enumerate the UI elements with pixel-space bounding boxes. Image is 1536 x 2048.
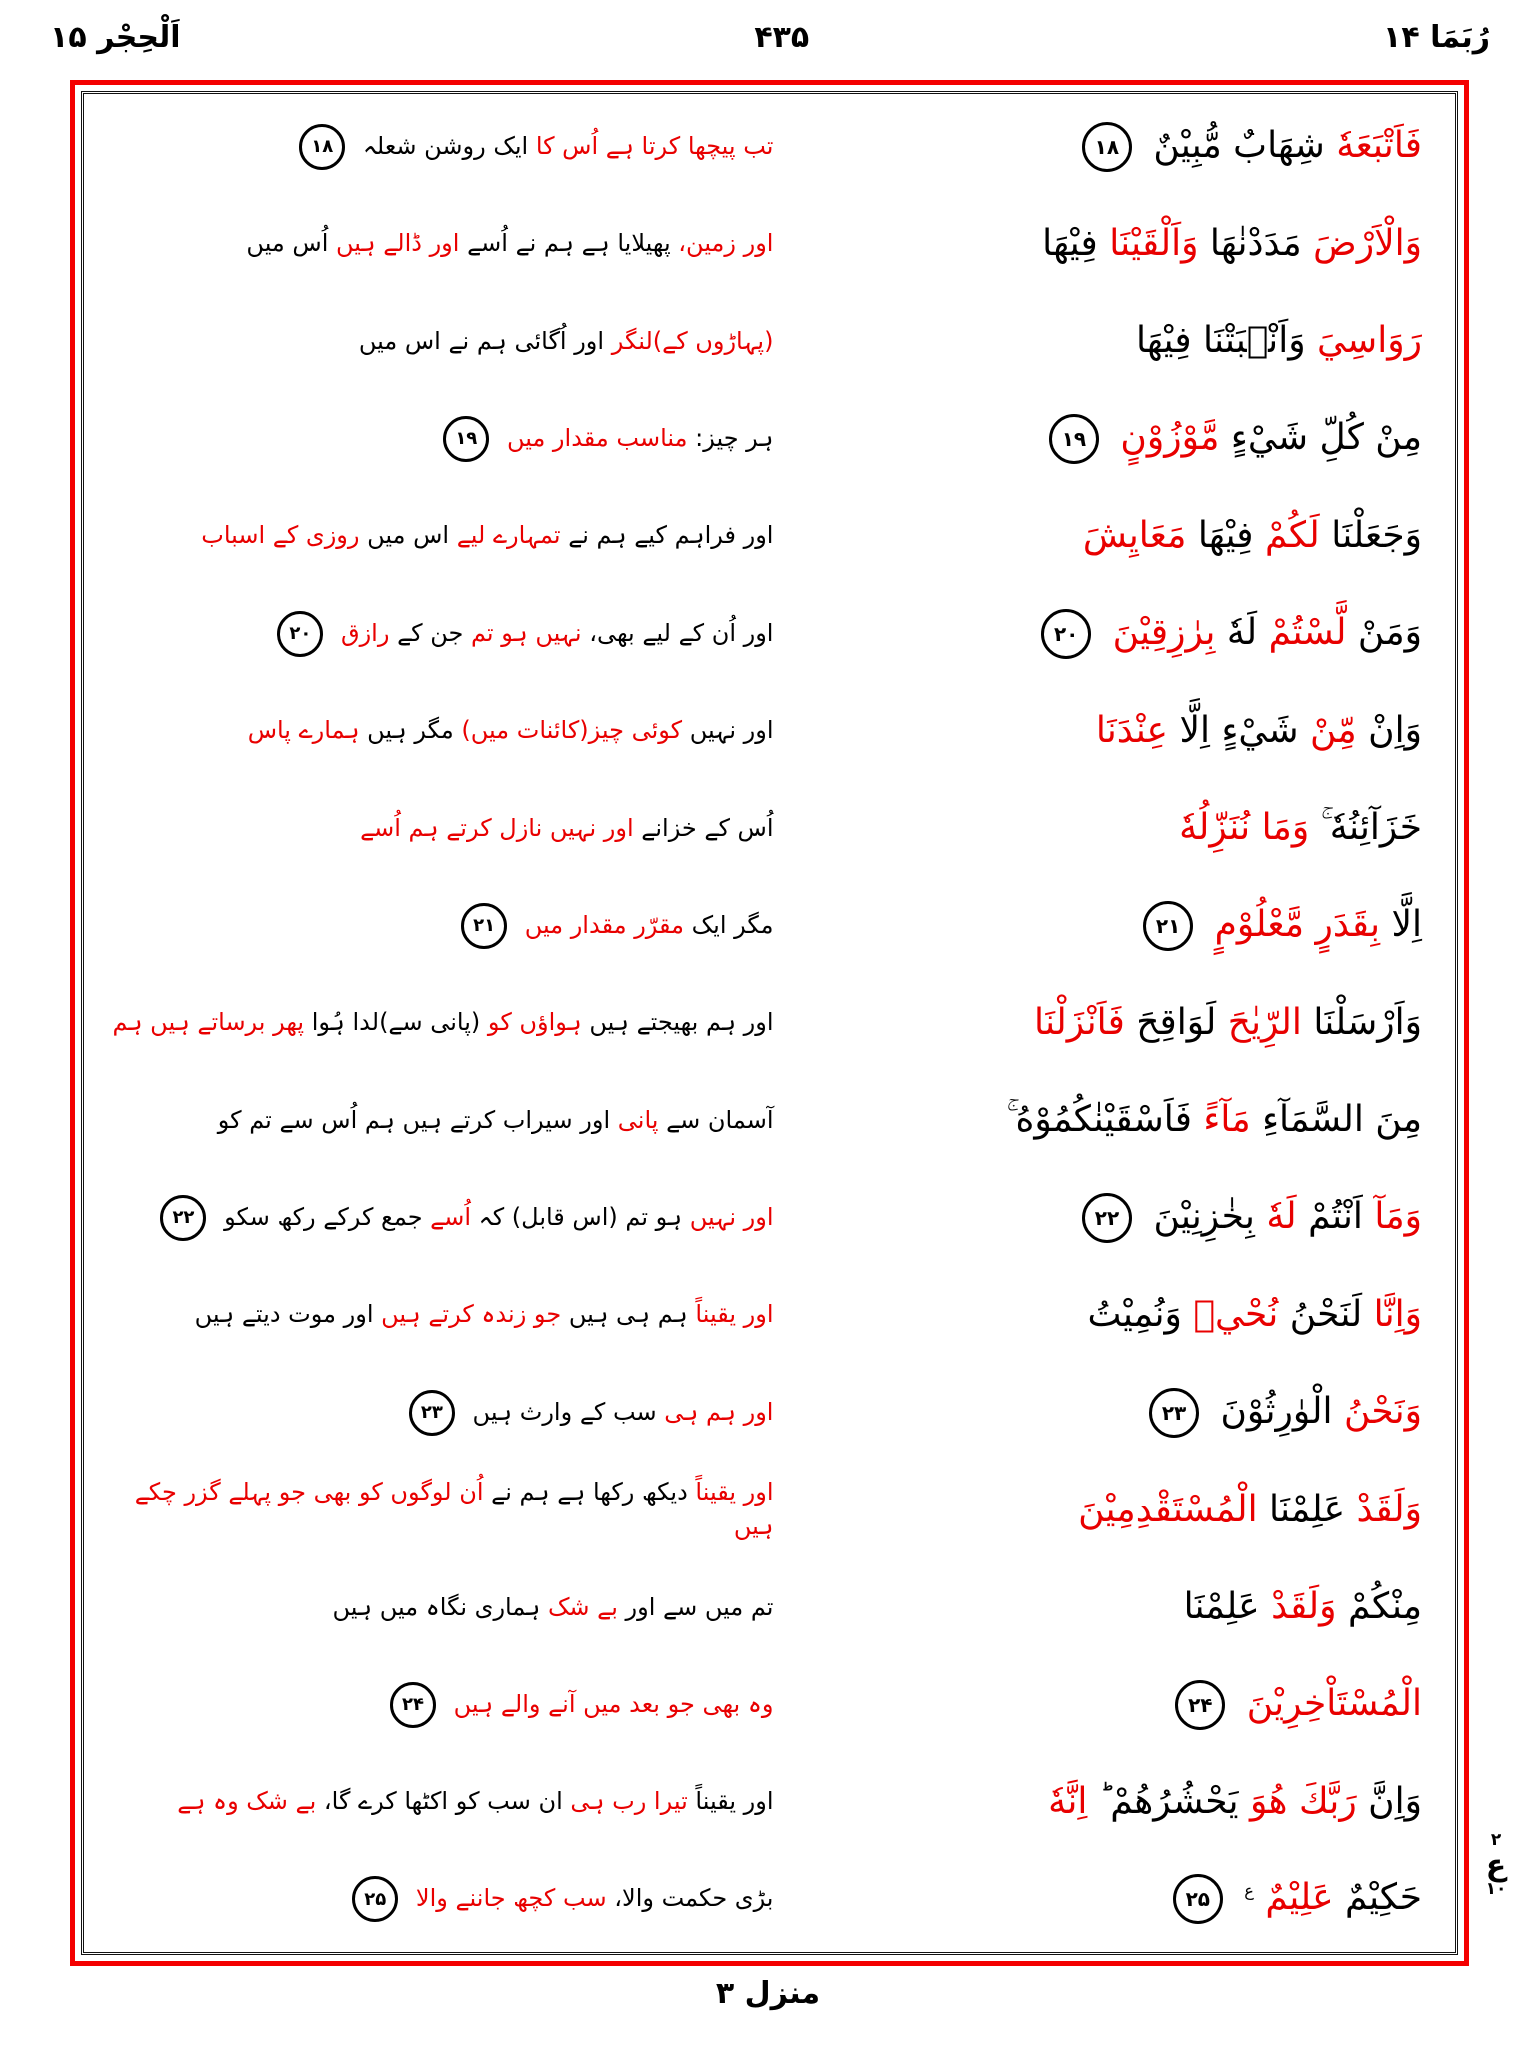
- urdu-translation-line: [86, 1591, 827, 1625]
- urdu-translation-line: [86, 903, 827, 949]
- urdu-text-segment: ہماری نگاہ میں ہیں: [332, 1592, 541, 1621]
- urdu-text-segment: اور ہم بھیجتے ہیں: [589, 1008, 774, 1037]
- verse-number-badge: ۲۳: [1149, 1388, 1199, 1438]
- urdu-translation-line: [86, 227, 827, 261]
- urdu-text-segment: اور یقیناً: [695, 1300, 774, 1329]
- urdu-text-segment: اور یقیناً: [695, 1787, 774, 1816]
- verse-row: [86, 1169, 1444, 1266]
- urdu-text-segment: بے شک: [547, 1592, 618, 1621]
- arabic-verse-line: [827, 1388, 1444, 1438]
- verse-row: [86, 1364, 1444, 1461]
- arabic-verse-line: [827, 1000, 1444, 1047]
- urdu-text-segment: مگر ہیں: [367, 716, 454, 745]
- arabic-text-segment: ع: [1244, 1881, 1254, 1901]
- manzil-label: منزل ۳: [715, 1976, 821, 2011]
- arabic-text-segment: بِخٰزِنِيْنَ: [1153, 1195, 1255, 1237]
- urdu-translation-line: [86, 714, 827, 748]
- arabic-text-segment: وَمَآ: [1374, 1195, 1422, 1237]
- urdu-translation-line: [86, 1298, 827, 1332]
- verse-row: [86, 488, 1444, 585]
- verse-row: [86, 1656, 1444, 1753]
- arabic-text-segment: وَلَقَدْ: [1356, 1488, 1422, 1530]
- arabic-text-segment: فِيْهَا: [1197, 514, 1254, 556]
- urdu-text-segment: دیکھ رکھا ہے ہم نے: [491, 1478, 688, 1507]
- verse-number-badge: ۲۴: [1175, 1680, 1225, 1730]
- arabic-text-segment: وَاَرْسَلْنَا: [1313, 1001, 1422, 1043]
- verse-number-badge: ۲۲: [160, 1195, 206, 1241]
- verse-number-badge: ۲۵: [352, 1876, 398, 1922]
- urdu-text-segment: اُسے: [430, 1202, 472, 1231]
- verse-row: [86, 1559, 1444, 1656]
- urdu-text-segment: تمہارے لیے: [456, 521, 561, 550]
- surah-name: اَلْحِجْر ۱۵: [50, 20, 181, 55]
- urdu-text-segment: اور ڈالے ہیں: [336, 229, 460, 258]
- verse-row: [86, 1851, 1444, 1948]
- juz-name: رُبَمَا ۱۴: [1383, 20, 1490, 55]
- urdu-text-segment: نہیں ہو تم: [470, 618, 582, 647]
- arabic-verse-line: [827, 1680, 1444, 1730]
- urdu-text-segment: اور اُن کے لیے بھی،: [589, 618, 774, 647]
- arabic-text-segment: لَّسْتُمْ: [1268, 611, 1347, 653]
- arabic-verse-line: [827, 122, 1444, 172]
- urdu-translation-line: [86, 1390, 827, 1436]
- verse-number-badge: ۲۱: [1143, 901, 1193, 951]
- arabic-verse-line: [827, 1779, 1444, 1826]
- arabic-verse-line: [827, 1487, 1444, 1534]
- arabic-text-segment: حَكِيْمٌ: [1345, 1877, 1422, 1919]
- urdu-text-segment: پھر برساتے ہیں ہم: [112, 1008, 305, 1037]
- urdu-text-segment: پانی: [617, 1105, 659, 1134]
- verse-row: [86, 1267, 1444, 1364]
- urdu-translation-line: [86, 1006, 827, 1040]
- verse-row: [86, 1072, 1444, 1169]
- urdu-text-segment: اور اُگائی ہم نے اس میں: [358, 326, 605, 355]
- urdu-text-segment: اور یقیناً: [695, 1478, 774, 1507]
- arabic-text-segment: بِقَدَرٍ مَّعْلُوْمٍ: [1214, 903, 1380, 945]
- arabic-text-segment: خَزَآئِنُهٗ ۚ: [1320, 806, 1422, 848]
- urdu-text-segment: مقرّر مقدار میں: [524, 910, 685, 939]
- arabic-text-segment: مَّوْزُوْنٍ: [1120, 416, 1220, 458]
- urdu-text-segment: رازق: [340, 618, 390, 647]
- urdu-text-segment: اور فراہم کیے ہم نے: [568, 521, 774, 550]
- verse-number-badge: ۱۸: [299, 124, 345, 170]
- urdu-text-segment: اور زمین،: [678, 229, 774, 258]
- verse-number-badge: ۲۴: [390, 1682, 436, 1728]
- urdu-translation-line: [86, 611, 827, 657]
- verse-number-badge: ۱۸: [1082, 122, 1132, 172]
- arabic-text-segment: رَوَاسِيَ: [1317, 320, 1422, 362]
- arabic-text-segment: مَدَدْنٰهَا: [1209, 222, 1302, 264]
- arabic-verse-line: [827, 221, 1444, 268]
- arabic-text-segment: نُحْيٖ: [1193, 1293, 1279, 1335]
- arabic-text-segment: الْمُسْتَقْدِمِيْنَ: [1078, 1488, 1258, 1530]
- verse-number-badge: ۱۹: [1049, 414, 1099, 464]
- urdu-text-segment: تم میں سے اور: [625, 1592, 774, 1621]
- arabic-verse-line: [827, 609, 1444, 659]
- ruku-ain-icon: ع: [1485, 1847, 1507, 1883]
- arabic-text-segment: وَاِنَّا: [1373, 1293, 1422, 1335]
- urdu-text-segment: اُس میں: [246, 229, 329, 258]
- arabic-text-segment: عَلِمْنَا: [1183, 1585, 1260, 1627]
- arabic-text-segment: وَمَا نُنَزِّلُهٗ: [1179, 806, 1310, 848]
- arabic-verse-line: [827, 1193, 1444, 1243]
- arabic-verse-line: [827, 1097, 1444, 1144]
- urdu-text-segment: اُن لوگوں کو بھی جو پہلے گزر چکے ہیں: [134, 1478, 774, 1540]
- urdu-translation-line: [86, 416, 827, 462]
- arabic-text-segment: رَبَّكَ هُوَ: [1249, 1780, 1357, 1822]
- urdu-text-segment: آسمان سے: [666, 1105, 774, 1134]
- urdu-text-segment: بڑی حکمت والا،: [614, 1884, 774, 1913]
- urdu-text-segment: ہو تم (اس قابل) کہ: [478, 1202, 683, 1231]
- arabic-text-segment: يَحْشُرُهُمْ ؕ: [1098, 1780, 1239, 1822]
- verse-number-badge: ۲۱: [461, 903, 507, 949]
- urdu-translation-line: [86, 1195, 827, 1241]
- arabic-text-segment: وَنَحْنُ: [1343, 1390, 1422, 1432]
- verse-number-badge: ۲۰: [277, 611, 323, 657]
- verse-row: [86, 390, 1444, 487]
- urdu-text-segment: اس میں: [367, 521, 450, 550]
- arabic-text-segment: وَاَلْقَيْنَا: [1109, 222, 1199, 264]
- arabic-text-segment: فَاَنْزَلْنَا: [1033, 1001, 1125, 1043]
- urdu-text-segment: اور نہیں: [689, 1202, 774, 1231]
- verse-number-badge: ۲۰: [1041, 609, 1091, 659]
- urdu-text-segment: ایک روشن شعلہ: [362, 131, 529, 160]
- urdu-translation-line: [86, 1104, 827, 1138]
- arabic-verse-line: [827, 414, 1444, 464]
- arabic-verse-line: [827, 513, 1444, 560]
- urdu-translation-line: [86, 124, 827, 170]
- arabic-text-segment: الرِّيٰحَ: [1227, 1001, 1302, 1043]
- arabic-verse-line: [827, 1292, 1444, 1339]
- urdu-text-segment: تیرا رب ہی: [570, 1787, 688, 1816]
- urdu-translation-line: [86, 1476, 827, 1543]
- arabic-text-segment: عِنْدَنَا: [1095, 709, 1169, 751]
- verse-rows: [86, 98, 1444, 1948]
- arabic-text-segment: مَآءً: [1203, 1099, 1251, 1141]
- urdu-text-segment: بے شک وہ ہے: [177, 1787, 317, 1816]
- arabic-verse-line: [827, 1584, 1444, 1631]
- arabic-text-segment: لَهٗ: [1266, 1195, 1297, 1237]
- arabic-text-segment: اِلَّا: [1391, 903, 1422, 945]
- verse-row: [86, 877, 1444, 974]
- urdu-translation-line: [86, 519, 827, 553]
- arabic-text-segment: وَمَنْ: [1357, 611, 1422, 653]
- arabic-text-segment: مَعَايِشَ: [1082, 514, 1187, 556]
- arabic-text-segment: وَنُمِيْتُ: [1087, 1293, 1182, 1335]
- arabic-text-segment: وَالْاَرْضَ: [1313, 222, 1422, 264]
- urdu-text-segment: اور نہیں: [689, 716, 774, 745]
- arabic-text-segment: عَلِمْنَا: [1269, 1488, 1346, 1530]
- page-number: ۴۳۵: [754, 20, 810, 55]
- urdu-text-segment: روزی کے اسباب: [201, 521, 360, 550]
- arabic-text-segment: لَوَاقِحَ: [1136, 1001, 1217, 1043]
- ruku-count: ۲: [1490, 1830, 1502, 1850]
- arabic-text-segment: فَاَتْبَعَهٗ: [1336, 124, 1422, 166]
- arabic-text-segment: مِنْكُمْ: [1348, 1585, 1422, 1627]
- urdu-text-segment: اور نہیں نازل کرتے ہم اُسے: [360, 813, 634, 842]
- arabic-text-segment: الْمُسْتَاْخِرِيْنَ: [1246, 1682, 1422, 1724]
- urdu-text-segment: مگر ایک: [691, 910, 774, 939]
- arabic-text-segment: مِنْ كُلِّ شَيْءٍ: [1230, 416, 1422, 458]
- arabic-text-segment: لَهٗ: [1226, 611, 1258, 653]
- verse-row: [86, 780, 1444, 877]
- urdu-translation-line: [86, 1682, 827, 1728]
- urdu-text-segment: ہم ہی ہیں: [568, 1300, 688, 1329]
- arabic-text-segment: فَاَسْقَيْنٰكُمُوْهُ ۚ: [1006, 1099, 1192, 1141]
- arabic-text-segment: وَاِنْ: [1368, 709, 1422, 751]
- urdu-text-segment: کوئی چیز(کائنات میں): [461, 716, 683, 745]
- urdu-text-segment: تب پیچھا کرتا ہے اُس کا: [535, 131, 774, 160]
- urdu-text-segment: سب کے وارث ہیں: [472, 1397, 657, 1426]
- arabic-text-segment: شَيْءٍ اِلَّا: [1179, 709, 1299, 751]
- arabic-text-segment: وَاِنَّ: [1368, 1780, 1422, 1822]
- verse-row: [86, 974, 1444, 1071]
- arabic-text-segment: وَجَعَلْنَا: [1331, 514, 1422, 556]
- verse-row: [86, 195, 1444, 292]
- arabic-text-segment: وَلَقَدْ: [1271, 1585, 1337, 1627]
- verse-row: [86, 1461, 1444, 1558]
- verse-row: [86, 585, 1444, 682]
- verse-number-badge: ۲۲: [1082, 1193, 1132, 1243]
- urdu-text-segment: پھیلایا ہے ہم نے اُسے: [467, 229, 671, 258]
- arabic-text-segment: اِنَّهٗ: [1048, 1780, 1088, 1822]
- arabic-verse-line: [827, 805, 1444, 852]
- page-header: [50, 20, 1490, 55]
- urdu-text-segment: سب کچھ جاننے والا: [415, 1884, 607, 1913]
- urdu-text-segment: جمع کرکے رکھ سکو: [224, 1202, 423, 1231]
- urdu-translation-line: [86, 1785, 827, 1819]
- arabic-text-segment: لَكُمْ: [1264, 514, 1320, 556]
- arabic-text-segment: وَاَنْۢبَتْنَا فِيْهَا: [1135, 320, 1306, 362]
- arabic-text-segment: مِنَ السَّمَآءِ: [1262, 1099, 1422, 1141]
- verse-row: [86, 293, 1444, 390]
- urdu-text-segment: اور سیراب کرتے ہیں ہم اُس سے تم کو: [217, 1105, 611, 1134]
- urdu-text-segment: وہ بھی جو بعد میں آنے والے ہیں: [453, 1689, 774, 1718]
- ruku-juz-count: ۱۰: [1485, 1879, 1507, 1900]
- urdu-text-segment: (پہاڑوں کے)لنگر: [611, 326, 774, 355]
- verse-row: [86, 98, 1444, 195]
- arabic-text-segment: لَنَحْنُ: [1289, 1293, 1363, 1335]
- urdu-text-segment: ہمارے پاس: [247, 716, 360, 745]
- verse-number-badge: ۲۵: [1173, 1874, 1223, 1924]
- urdu-translation-line: [86, 812, 827, 846]
- arabic-verse-line: [827, 318, 1444, 365]
- urdu-translation-line: [86, 325, 827, 359]
- urdu-text-segment: ہواؤں کو: [487, 1008, 582, 1037]
- verse-number-badge: ۱۹: [443, 416, 489, 462]
- arabic-verse-line: [827, 901, 1444, 951]
- urdu-text-segment: اور موت دیتے ہیں: [194, 1300, 374, 1329]
- arabic-verse-line: [827, 1874, 1444, 1924]
- verse-row: [86, 682, 1444, 779]
- arabic-text-segment: عَلِيْمٌ: [1265, 1877, 1334, 1919]
- urdu-text-segment: جو زندہ کرتے ہیں: [381, 1300, 562, 1329]
- arabic-text-segment: اَنْتُمْ: [1308, 1195, 1363, 1237]
- arabic-text-segment: شِهَابٌ مُّبِيْنٌ: [1153, 124, 1325, 166]
- urdu-text-segment: اور ہم ہی: [664, 1397, 774, 1426]
- urdu-text-segment: (پانی سے)لدا ہُوا: [311, 1008, 481, 1037]
- urdu-text-segment: جن کے: [397, 618, 464, 647]
- urdu-text-segment: ہر چیز:: [695, 423, 774, 452]
- arabic-verse-line: [827, 708, 1444, 755]
- verse-number-badge: ۲۳: [409, 1390, 455, 1436]
- ruku-marker: [1470, 1832, 1522, 1899]
- urdu-text-segment: ان سب کو اکٹھا کرے گا،: [323, 1787, 563, 1816]
- arabic-text-segment: فِيْهَا: [1042, 222, 1098, 264]
- verse-row: [86, 1753, 1444, 1850]
- arabic-text-segment: مِّنْ: [1310, 709, 1357, 751]
- urdu-text-segment: مناسب مقدار میں: [506, 423, 688, 452]
- urdu-translation-line: [86, 1876, 827, 1922]
- urdu-text-segment: اُس کے خزانے: [641, 813, 774, 842]
- arabic-text-segment: بِرٰزِقِيْنَ: [1112, 611, 1216, 653]
- arabic-text-segment: الْوٰرِثُوْنَ: [1220, 1390, 1333, 1432]
